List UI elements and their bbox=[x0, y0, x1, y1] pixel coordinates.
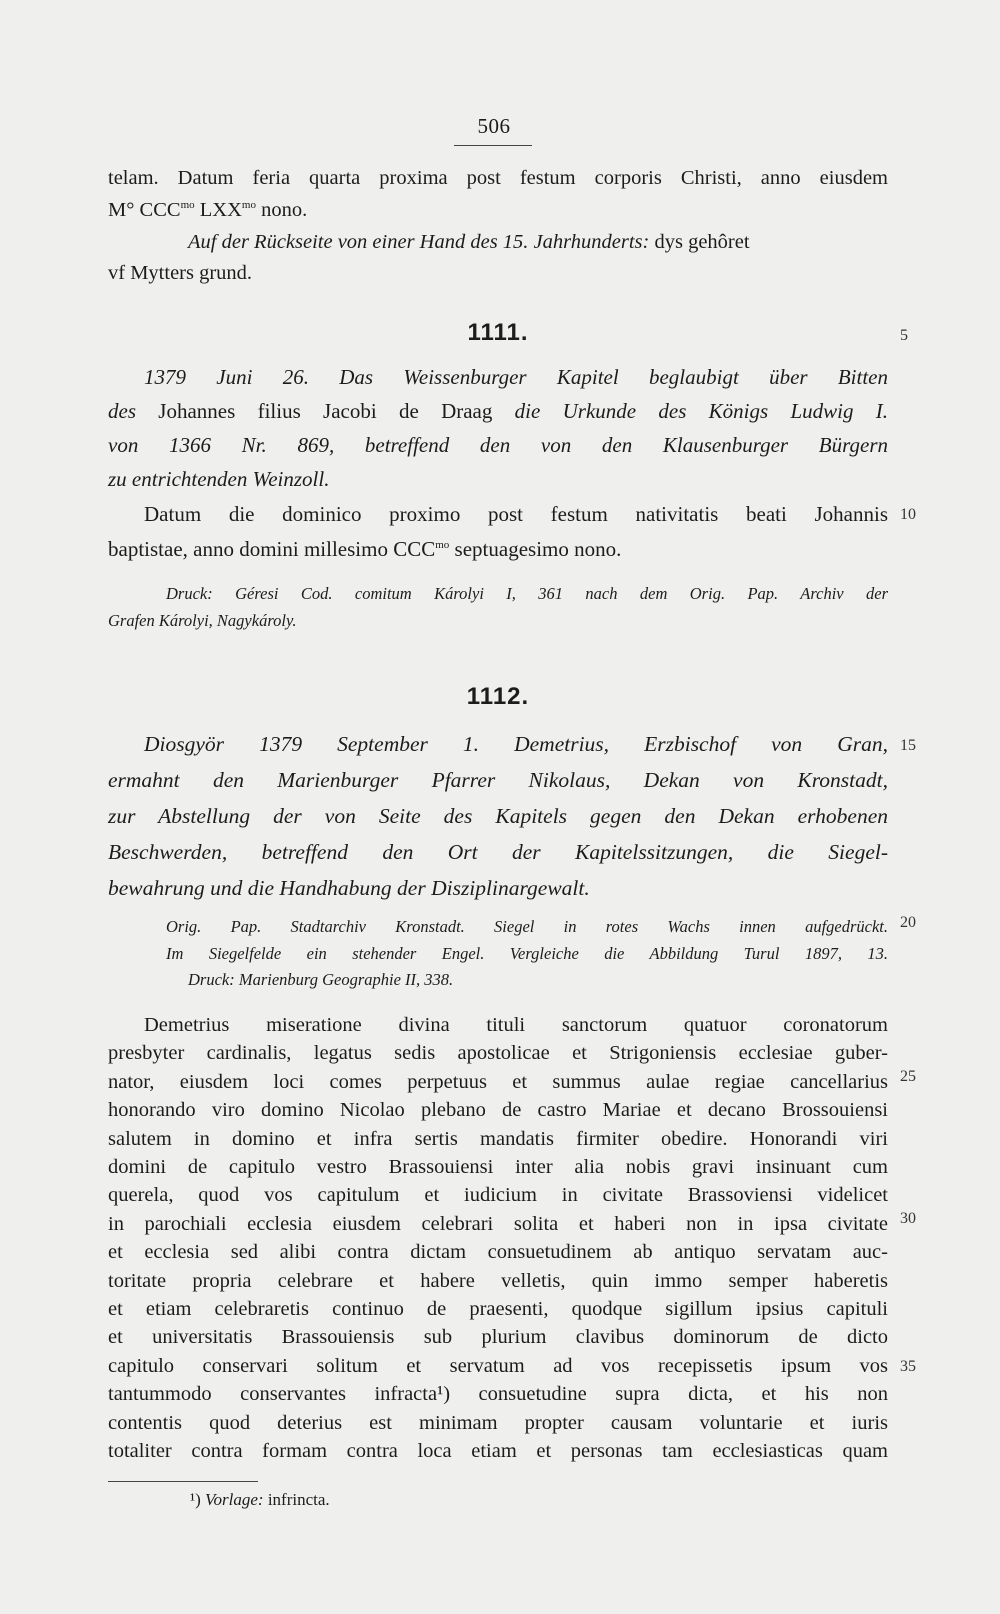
text-fragment: die Urkunde des Königs Ludwig I. bbox=[514, 399, 889, 423]
summary-line: bewahrung und die Handhabung der Disziplinargewalt. bbox=[108, 876, 590, 900]
superscript: mo bbox=[180, 199, 195, 212]
page-number-rule bbox=[454, 145, 532, 146]
source-line: Druck: Géresi Cod. comitum Károlyi I, 361 nach dem Orig. Pap. Archiv der bbox=[166, 584, 888, 603]
margin-line-number: 20 bbox=[900, 914, 916, 931]
text-fragment: dys gehôret bbox=[654, 231, 750, 253]
summary-line bbox=[108, 399, 888, 424]
body-text-line: in parochiali ecclesia eiusdem celebrari solita et haberi non in ipsa civitate bbox=[108, 1212, 888, 1235]
text-line: telam. Datum feria quarta proxima post festum corporis Christi, anno eiusdem bbox=[108, 167, 888, 189]
text-fragment: LXX bbox=[199, 199, 242, 221]
body-text-line: toritate propria celebrare et habere velletis, quin immo semper haberetis bbox=[108, 1269, 888, 1292]
rubric-italic: Auf der Rückseite von einer Hand des 15. Jahrhunderts: bbox=[188, 231, 650, 253]
summary-line: zu entrichtenden Weinzoll. bbox=[108, 467, 330, 491]
summary-line: zur Abstellung der von Seite des Kapitels gegen den Dekan erhobenen bbox=[108, 804, 888, 828]
body-text-line: Demetrius miseratione divina tituli sanctorum quatuor coronatorum bbox=[144, 1014, 888, 1036]
text-fragment: baptistae, anno domini millesimo CCC bbox=[108, 537, 436, 561]
body-text-line: et etiam celebraretis continuo de praesenti, quodque sigillum ipsius capituli bbox=[108, 1298, 888, 1320]
superscript: mo bbox=[435, 539, 450, 551]
summary-line: Beschwerden, betreffend den Ort der Kapitelssitzungen, die Siegel- bbox=[108, 840, 888, 864]
text-fragment: nono. bbox=[261, 199, 308, 221]
body-text-line: honorando viro domino Nicolao plebano de castro Mariae et decano Brossouiensi bbox=[108, 1099, 888, 1122]
body-text-line: totaliter contra formam contra loca etiam et personas tam ecclesiasticas quam bbox=[108, 1440, 888, 1462]
superscript: mo bbox=[241, 199, 256, 212]
text-line bbox=[108, 199, 888, 222]
footnote bbox=[190, 1490, 330, 1510]
document-number-1111: 1111. bbox=[467, 319, 529, 346]
summary-line: ermahnt den Marienburger Pfarrer Nikolaus, Dekan von Kronstadt, bbox=[108, 768, 888, 792]
text-fragment: des bbox=[108, 399, 136, 423]
footnote-label: Vorlage: bbox=[205, 1490, 264, 1509]
footnote-marker: ¹) bbox=[190, 1490, 201, 1509]
body-text-line: tantummodo conservantes infracta¹) consuetudine supra dicta, et his non bbox=[108, 1383, 888, 1406]
summary-line: Diosgyör 1379 September 1. Demetrius, Erzbischof von Gran, bbox=[144, 732, 888, 756]
text-fragment: septuagesimo nono. bbox=[454, 537, 622, 561]
text-line: Datum die dominico proximo post festum nativitatis beati Johannis bbox=[144, 502, 888, 526]
text-line bbox=[108, 537, 888, 562]
margin-line-number: 35 bbox=[900, 1358, 916, 1375]
body-text-line: contentis quod deterius est minimam propter causam voluntarie et iuris bbox=[108, 1411, 888, 1434]
text-fragment: M° CCC bbox=[108, 199, 181, 221]
text-fragment: Johannes filius Jacobi de Draag bbox=[158, 399, 493, 423]
body-text-line: salutem in domino et infra sertis mandatis firmiter obedire. Honorandi viri bbox=[108, 1127, 888, 1150]
text-line: vf Mytters grund. bbox=[108, 262, 253, 284]
margin-line-number: 30 bbox=[900, 1210, 916, 1227]
body-text-line: querela, quod vos capitulum et iudicium in civitate Brassoviensi videlicet bbox=[108, 1184, 888, 1207]
body-text-line: presbyter cardinalis, legatus sedis apostolicae et Strigoniensis ecclesiae guber- bbox=[108, 1042, 888, 1065]
text-line bbox=[108, 231, 888, 254]
margin-line-number: 15 bbox=[900, 737, 916, 754]
source-line: Druck: Marienburg Geographie II, 338. bbox=[188, 970, 454, 989]
source-line: Grafen Károlyi, Nagykároly. bbox=[108, 611, 297, 630]
footnote-text: infrincta. bbox=[267, 1490, 330, 1509]
summary-line: von 1366 Nr. 869, betreffend den von den Klausenburger Bürgern bbox=[108, 433, 888, 457]
body-text-line: domini de capitulo vestro Brassouiensi inter alia nobis gravi insinuant cum bbox=[108, 1156, 888, 1178]
body-text-line: et ecclesia sed alibi contra dictam consuetudinem ab antiquo servatam auc- bbox=[108, 1241, 888, 1264]
body-text-line: nator, eiusdem loci comes perpetuus et summus aulae regiae cancellarius bbox=[108, 1070, 888, 1093]
source-line: Orig. Pap. Stadtarchiv Kronstadt. Siegel in rotes Wachs innen aufgedrückt. bbox=[166, 917, 888, 936]
summary-line: 1379 Juni 26. Das Weissenburger Kapitel beglaubigt über Bitten bbox=[144, 365, 888, 389]
page-number: 506 bbox=[477, 114, 511, 138]
margin-line-number: 10 bbox=[900, 506, 916, 523]
footnote-rule bbox=[108, 1481, 258, 1482]
document-number-1112: 1112. bbox=[466, 683, 530, 710]
margin-line-number: 5 bbox=[900, 327, 908, 344]
margin-line-number: 25 bbox=[900, 1068, 916, 1085]
source-line: Im Siegelfelde ein stehender Engel. Vergleiche die Abbildung Turul 1897, 13. bbox=[166, 944, 888, 963]
body-text-line: capitulo conservari solitum et servatum ad vos recepissetis ipsum vos bbox=[108, 1354, 888, 1377]
body-text-line: et universitatis Brassouiensis sub plurium clavibus dominorum de dicto bbox=[108, 1326, 888, 1349]
